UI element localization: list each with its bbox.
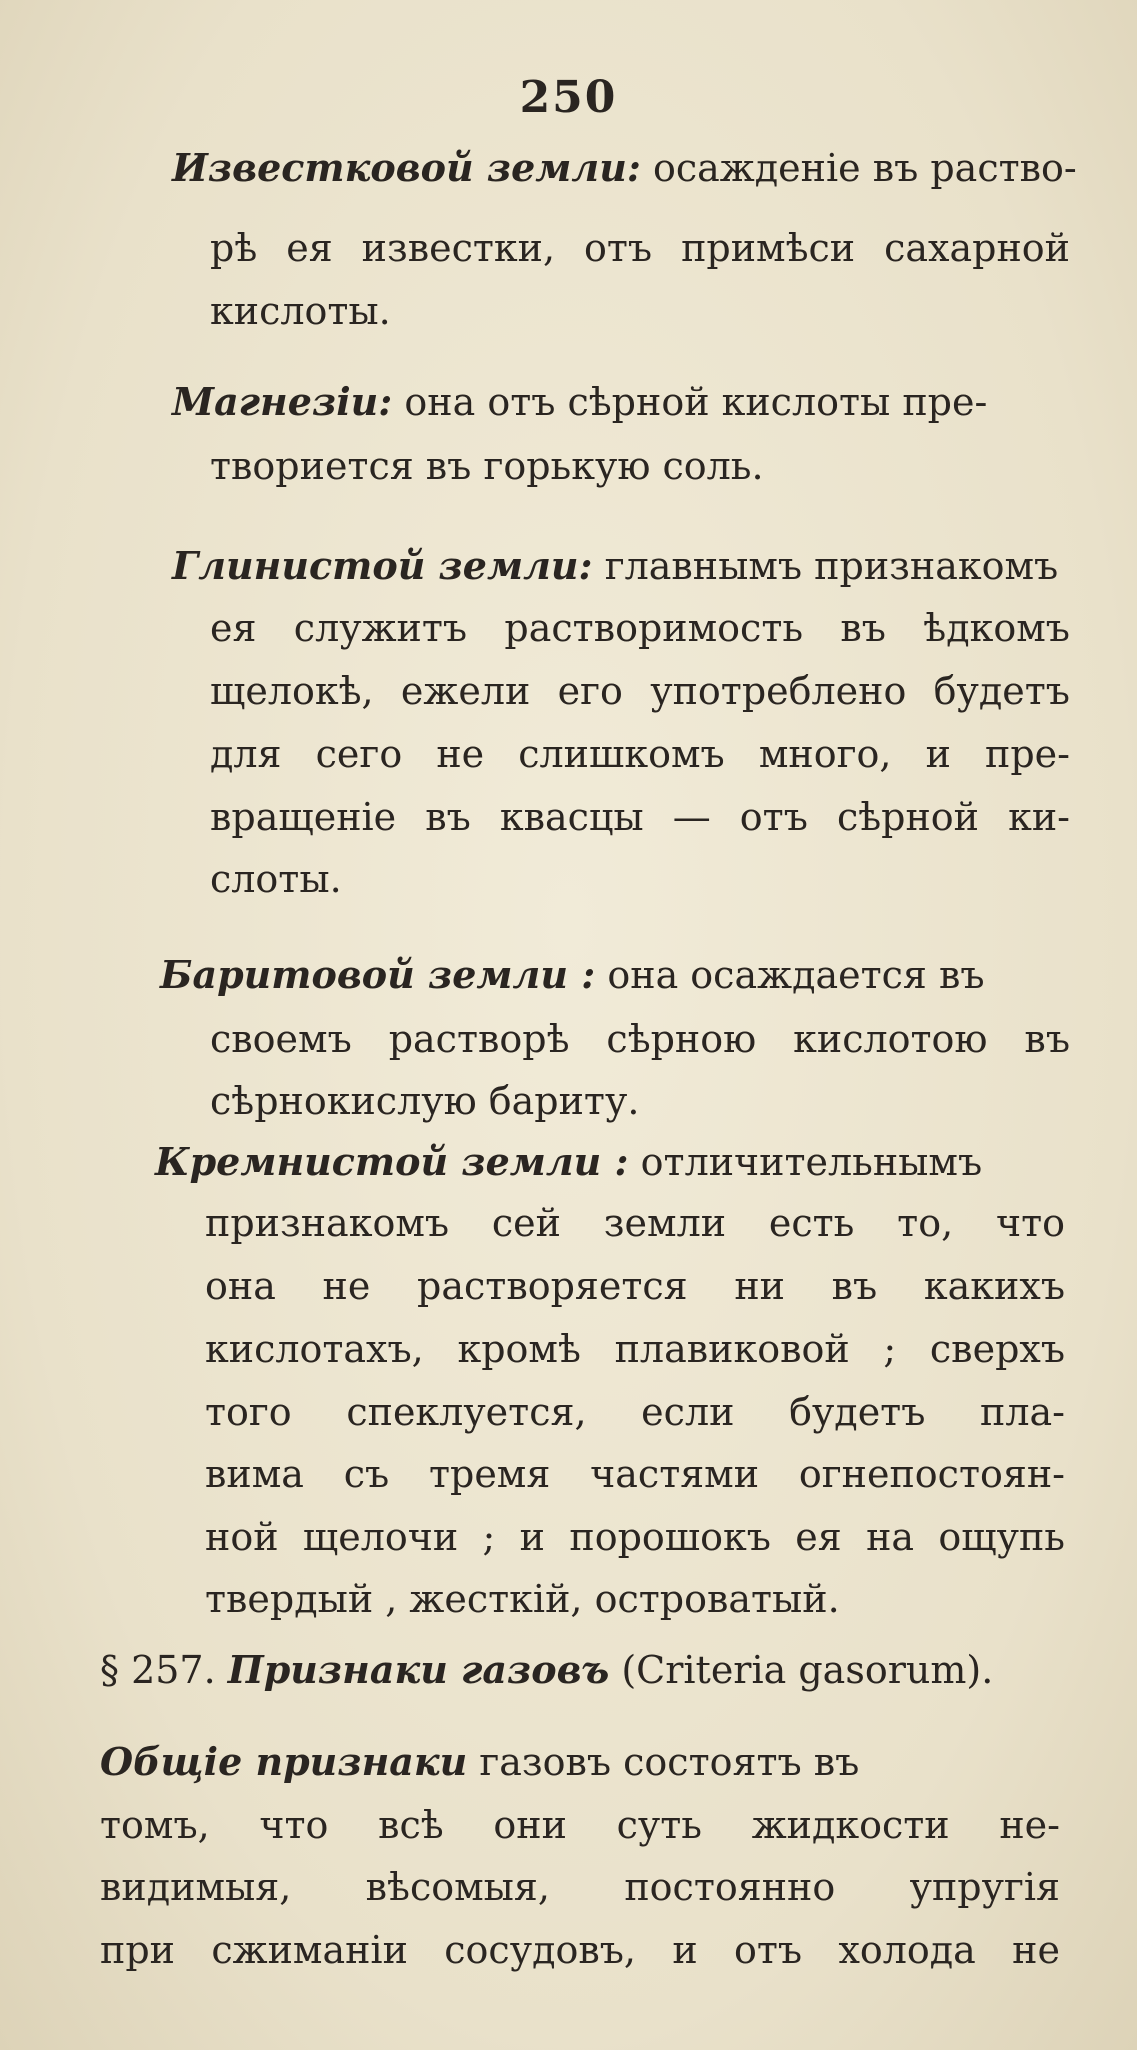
entry-line: ея служитъ растворимость въ ѣдкомъ — [210, 606, 1070, 650]
entry-first-line — [160, 945, 985, 1005]
paragraph-text: газовъ состоятъ въ — [479, 1740, 860, 1784]
entry-line: для сего не слишкомъ много, и пре- — [210, 732, 1070, 776]
entry-first-line — [172, 536, 1058, 596]
section-latin: (Criteria gasorum). — [621, 1648, 994, 1692]
entry-term: Баритовой земли : — [160, 952, 596, 997]
entry-line: кислоты. — [210, 289, 391, 333]
entry-line: признакомъ сей земли есть то, что — [205, 1201, 1065, 1245]
entry-text: она осаждается въ — [607, 953, 985, 997]
entry-line: она не растворяется ни въ какихъ — [205, 1264, 1065, 1308]
section-title: Признаки газовъ — [227, 1647, 610, 1692]
entry-first-line — [172, 372, 987, 432]
entry-line: своемъ растворѣ сѣрною кислотою въ — [210, 1017, 1070, 1061]
entry-term: Магнезіи: — [172, 379, 393, 424]
entry-line: слоты. — [210, 857, 342, 901]
paragraph-line: томъ, что всѣ они суть жидкости не- — [100, 1803, 1060, 1847]
entry-term: Глинистой земли: — [172, 543, 593, 588]
paragraph-line: видимыя, вѣсомыя, постоянно упругія — [100, 1865, 1060, 1909]
entry-term: Кремнистой земли : — [155, 1139, 629, 1184]
entry-text: она отъ сѣрной кислоты пре- — [404, 380, 988, 424]
entry-line: рѣ ея известки, отъ примѣси сахарной — [210, 226, 1070, 270]
paragraph-first-line — [100, 1732, 859, 1792]
entry-line: щелокѣ, ежели его употреблено будетъ — [210, 669, 1070, 713]
entry-line: сѣрнокислую бариту. — [210, 1079, 640, 1123]
entry-text: главнымъ признакомъ — [604, 544, 1059, 588]
entry-term: Известковой земли: — [172, 145, 641, 190]
entry-line: твердый , жесткій, островатый. — [205, 1577, 840, 1621]
entry-line: вращеніе въ квасцы — отъ сѣрной ки- — [210, 795, 1070, 839]
entry-first-line — [172, 138, 1077, 198]
page-number: 250 — [519, 72, 618, 123]
entry-text: осажденіе въ раство- — [652, 146, 1077, 190]
entry-text: отличительнымъ — [640, 1140, 983, 1184]
paragraph-line: при сжиманіи сосудовъ, и отъ холода не — [100, 1928, 1060, 1972]
entry-line: твориется въ горькую соль. — [210, 444, 764, 488]
section-heading — [100, 1640, 993, 1700]
entry-line: кислотахъ, кромѣ плавиковой ; сверхъ — [205, 1327, 1065, 1371]
entry-line: вима съ тремя частями огнепостоян- — [205, 1452, 1065, 1496]
paragraph-term: Общіе признаки — [100, 1739, 468, 1784]
section-number: § 257. — [100, 1648, 216, 1692]
entry-line: того спеклуется, если будетъ пла- — [205, 1390, 1065, 1434]
entry-line: ной щелочи ; и порошокъ ея на ощупь — [205, 1515, 1065, 1559]
entry-first-line — [155, 1132, 982, 1192]
